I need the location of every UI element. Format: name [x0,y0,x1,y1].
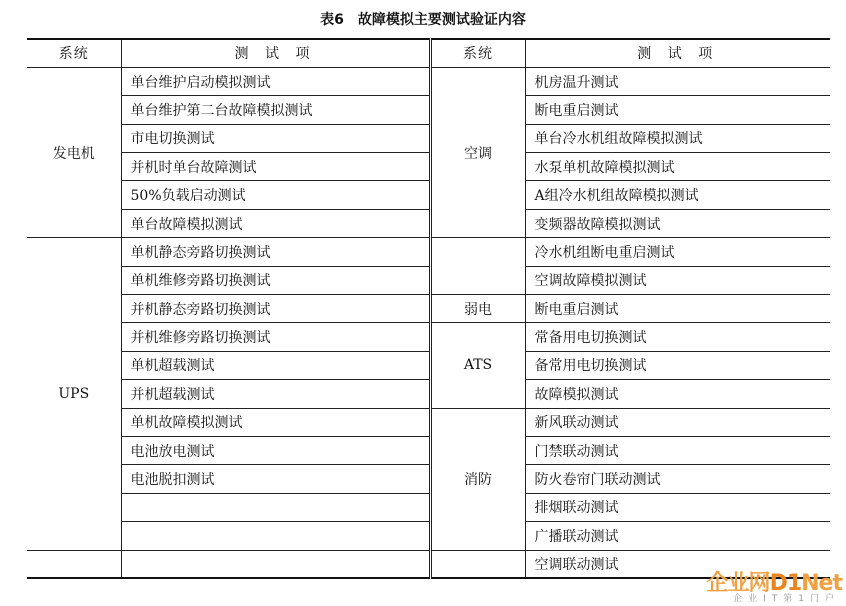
test-item: 单台故障模拟测试 [121,209,430,237]
table-row [27,153,830,181]
test-item: 常备用电切换测试 [525,323,830,351]
table-row [27,493,830,521]
table-row [27,96,830,124]
watermark-logo-a: 企业网 [706,571,770,596]
test-item: 电池放电测试 [121,436,430,464]
test-item: 机房温升测试 [525,67,830,95]
table-row [27,266,830,294]
test-item: 单台维护第二台故障模拟测试 [121,96,430,124]
system-ac-blank [430,238,525,295]
header-system-2: 系统 [430,39,525,67]
test-item: 并机超载测试 [121,380,430,408]
test-item: 备常用电切换测试 [525,351,830,379]
test-item: 并机静态旁路切换测试 [121,295,430,323]
test-table [27,38,830,579]
test-item: 单台维护启动模拟测试 [121,67,430,95]
test-item: 单机故障模拟测试 [121,408,430,436]
test-item: 排烟联动测试 [525,493,830,521]
system-blank-2 [430,550,525,578]
test-item: 防火卷帘门联动测试 [525,465,830,493]
system-ac: 空调 [430,67,525,237]
test-item: 冷水机组断电重启测试 [525,238,830,266]
test-item: 50%负载启动测试 [121,181,430,209]
test-item: 新风联动测试 [525,408,830,436]
test-item-empty [121,493,430,521]
header-item-2: 测 试 项 [525,39,830,67]
table-row [27,522,830,550]
table-row [27,238,830,266]
header-system: 系统 [27,39,121,67]
table-caption: 表6 故障模拟主要测试验证内容 [320,12,526,28]
table-row [27,124,830,152]
test-item: 空调联动测试 [525,550,830,578]
table-header-row [27,39,830,67]
test-item-empty [121,522,430,550]
test-item: 断电重启测试 [525,295,830,323]
test-item-empty [121,550,430,578]
table-row [27,436,830,464]
test-item: A组冷水机组故障模拟测试 [525,181,830,209]
test-item: 广播联动测试 [525,522,830,550]
system-fire: 消防 [430,408,525,550]
test-item: 并机维修旁路切换测试 [121,323,430,351]
test-item: 门禁联动测试 [525,436,830,464]
system-ups: UPS [27,238,121,550]
system-blank [27,550,121,578]
watermark-logo-b: D1 [769,571,802,596]
table-row [27,465,830,493]
table-row [27,295,830,323]
table-row [27,380,830,408]
test-item: 断电重启测试 [525,96,830,124]
test-item: 市电切换测试 [121,124,430,152]
watermark-sub: 企业IT第1门户 [733,594,840,604]
test-item: 电池脱扣测试 [121,465,430,493]
table-row [27,209,830,237]
test-item: 空调故障模拟测试 [525,266,830,294]
test-item: 单台冷水机组故障模拟测试 [525,124,830,152]
system-weak: 弱电 [430,295,525,323]
test-item: 并机时单台故障测试 [121,153,430,181]
test-item: 单机维修旁路切换测试 [121,266,430,294]
system-ats: ATS [430,323,525,408]
watermark-logo-c: Net [801,571,842,596]
table-row [27,351,830,379]
table-row [27,181,830,209]
test-item: 单机超载测试 [121,351,430,379]
table-row [27,408,830,436]
table-row [27,67,830,95]
test-item: 单机静态旁路切换测试 [121,238,430,266]
table-row [27,323,830,351]
test-item: 变频器故障模拟测试 [525,209,830,237]
header-item: 测 试 项 [121,39,430,67]
system-generator: 发电机 [27,67,121,237]
test-item: 水泵单机故障模拟测试 [525,153,830,181]
watermark [682,566,842,604]
test-item: 故障模拟测试 [525,380,830,408]
